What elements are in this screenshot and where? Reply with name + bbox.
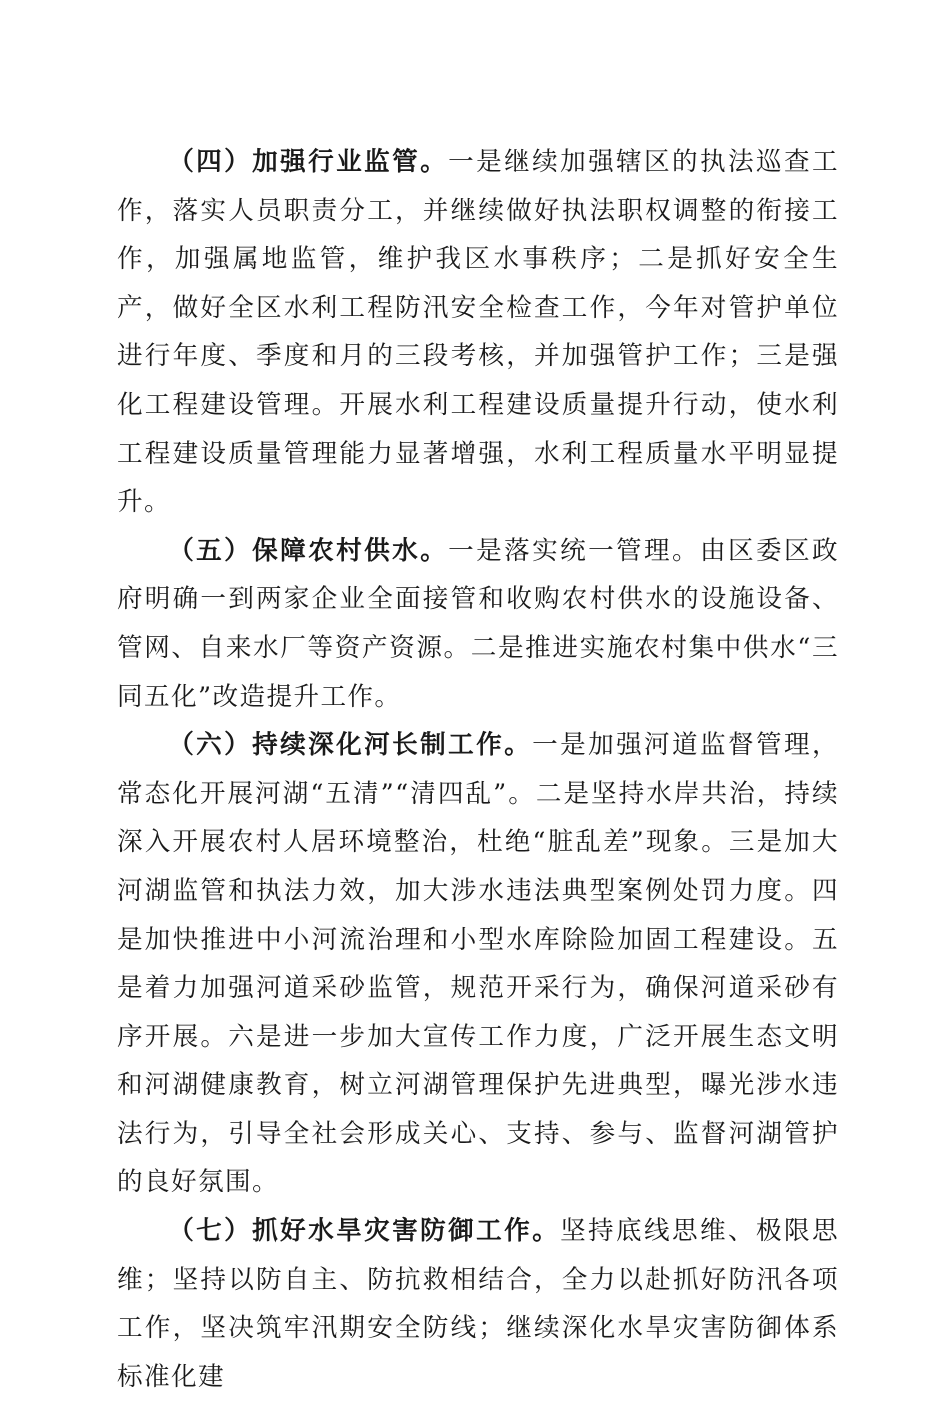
paragraph-heading: （七）抓好水旱灾害防御工作。 (168, 1216, 561, 1247)
paragraph-river-chief-system (117, 721, 839, 1207)
paragraph-text: 坚持底线思维、极限思维；坚持以防自主、防抗救相结合，全力以赴抓好防汛各项工作，坚决筑牢汛期安全防线；继续深化水旱灾害防御体系标准化建 (117, 1216, 839, 1392)
paragraph-text: 一是加强河道监督管理，常态化开展河湖“五清”“清四乱”。二是坚持水岸共治，持续深入开展农村人居环境整治，杜绝“脏乱差”现象。三是加大河湖监管和执法力效，加大涉水违法典型案例处罚力度。四是加快推进中小河流治理和小型水库除险加固工程建设。五是着力加强河道采砂监管，规范开采行为，确保河道采砂有序开展。六是进一步加大宣传工作力度，广泛开展生态文明和河湖健康教育，树立河湖管理保护先进典型，曝光涉水违法行为，引导全社会形成关心、支持、参与、监督河湖管护的良好氛围。 (117, 730, 840, 1198)
document-body (117, 138, 839, 1401)
paragraph-flood-drought-defense (117, 1207, 839, 1401)
paragraph-industry-supervision (117, 138, 839, 527)
paragraph-rural-water-supply (117, 527, 839, 721)
paragraph-text: 一是落实统一管理。由区委区政府明确一到两家企业全面接管和收购农村供水的设施设备、管网、自来水厂等资产资源。二是推进实施农村集中供水“三同五化”改造提升工作。 (117, 535, 839, 712)
paragraph-text: 一是继续加强辖区的执法巡查工作，落实人员职责分工，并继续做好执法职权调整的衔接工作，加强属地监管，维护我区水事秩序；二是抓好安全生产，做好全区水利工程防汛安全检查工作，今年对管护单位进行年度、季度和月的三段考核，并加强管护工作；三是强化工程建设管理。开展水利工程建设质量提升行动，使水利工程建设质量管理能力显著增强，水利工程质量水平明显提升。 (117, 147, 839, 518)
paragraph-heading: （五）保障农村供水。 (168, 535, 449, 566)
paragraph-heading: （六）持续深化河长制工作。 (168, 730, 533, 761)
paragraph-heading: （四）加强行业监管。 (168, 147, 449, 177)
